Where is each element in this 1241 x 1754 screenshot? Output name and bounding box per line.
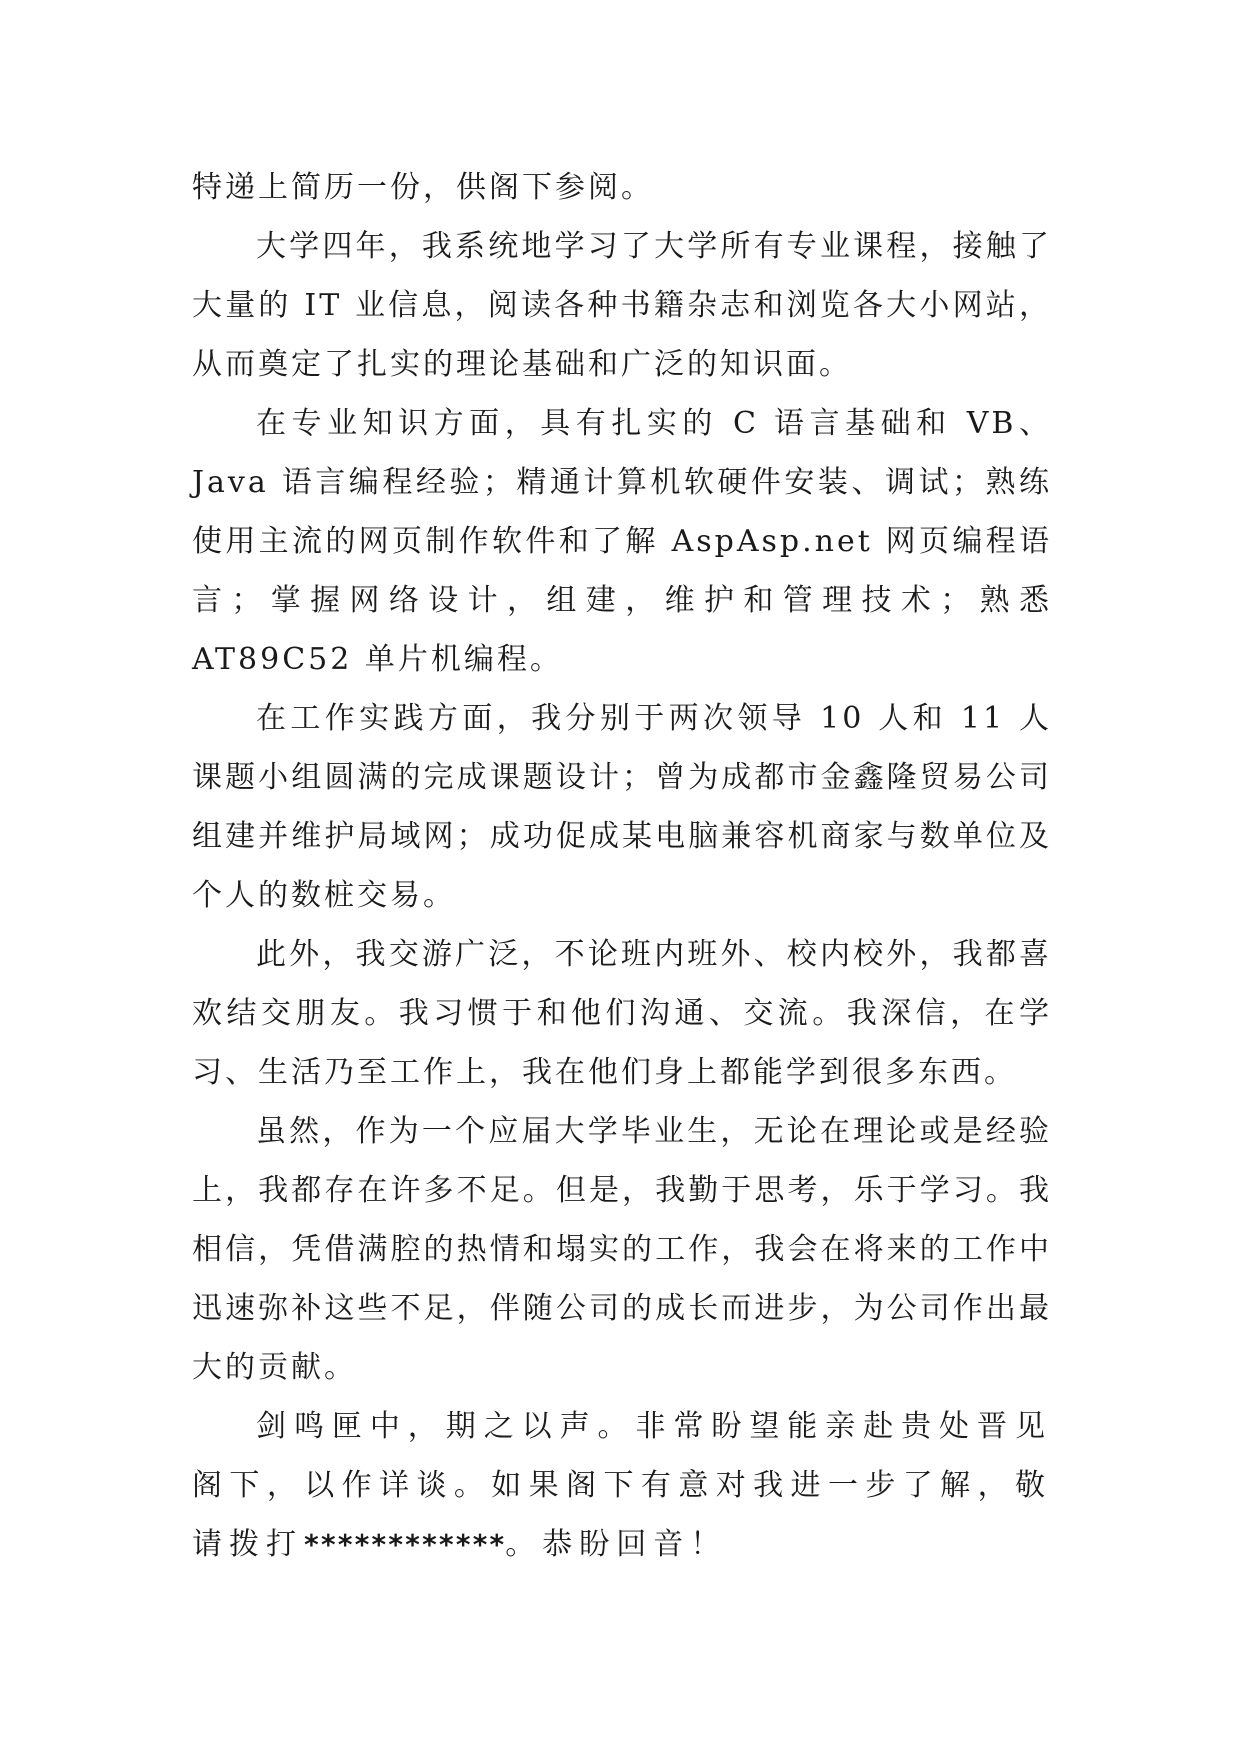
paragraph-university-study: 大学四年，我系统地学习了大学所有专业课程，接触了大量的 IT 业信息，阅读各种书籍杂志和浏览各大小网站，从而奠定了扎实的理论基础和广泛的知识面。 [192,229,1052,382]
paragraph-social-skills: 此外，我交游广泛，不论班内班外、校内校外，我都喜欢结交朋友。我习惯于和他们沟通、交流。我深信，在学习、生活乃至工作上，我在他们身上都能学到很多东西。 [192,937,1052,1090]
closing-request-text: 剑鸣匣中，期之以声。非常盼望能亲赴贵处晋见阁下，以作详谈。如果阁下有意对我进一步了解，敬请拨打 [192,1409,1052,1562]
document-body [192,158,1052,1574]
paragraph-professional-knowledge: 在专业知识方面，具有扎实的 C 语言基础和 VB、Java 语言编程经验；精通计算机软硬件安装、调试；熟练使用主流的网页制作软件和了解 AspAsp.net 网页编程语言；掌握网络设计，组建，维护和管理技术；熟悉 AT89C52 单片机编程。 [192,406,1052,677]
paragraph-self-assessment: 虽然，作为一个应届大学毕业生，无论在理论或是经验上，我都存在许多不足。但是，我勤于思考，乐于学习。我相信，凭借满腔的热情和塌实的工作，我会在将来的工作中迅速弥补这些不足，伴随公司的成长而进步，为公司作出最大的贡献。 [192,1114,1052,1385]
paragraph-opening-line: 特递上简历一份，供阁下参阅。 [192,170,654,205]
paragraph-work-practice: 在工作实践方面，我分别于两次领导 10 人和 11 人课题小组圆满的完成课题设计；曾为成都市金鑫隆贸易公司组建并维护局域网；成功促成某电脑兼容机商家与数单位及个人的数桩交易。 [192,701,1052,913]
closing-sign-off: 。恭盼回音！ [505,1527,728,1562]
paragraph-closing [192,1397,1052,1574]
masked-phone-number: ************ [303,1528,506,1561]
